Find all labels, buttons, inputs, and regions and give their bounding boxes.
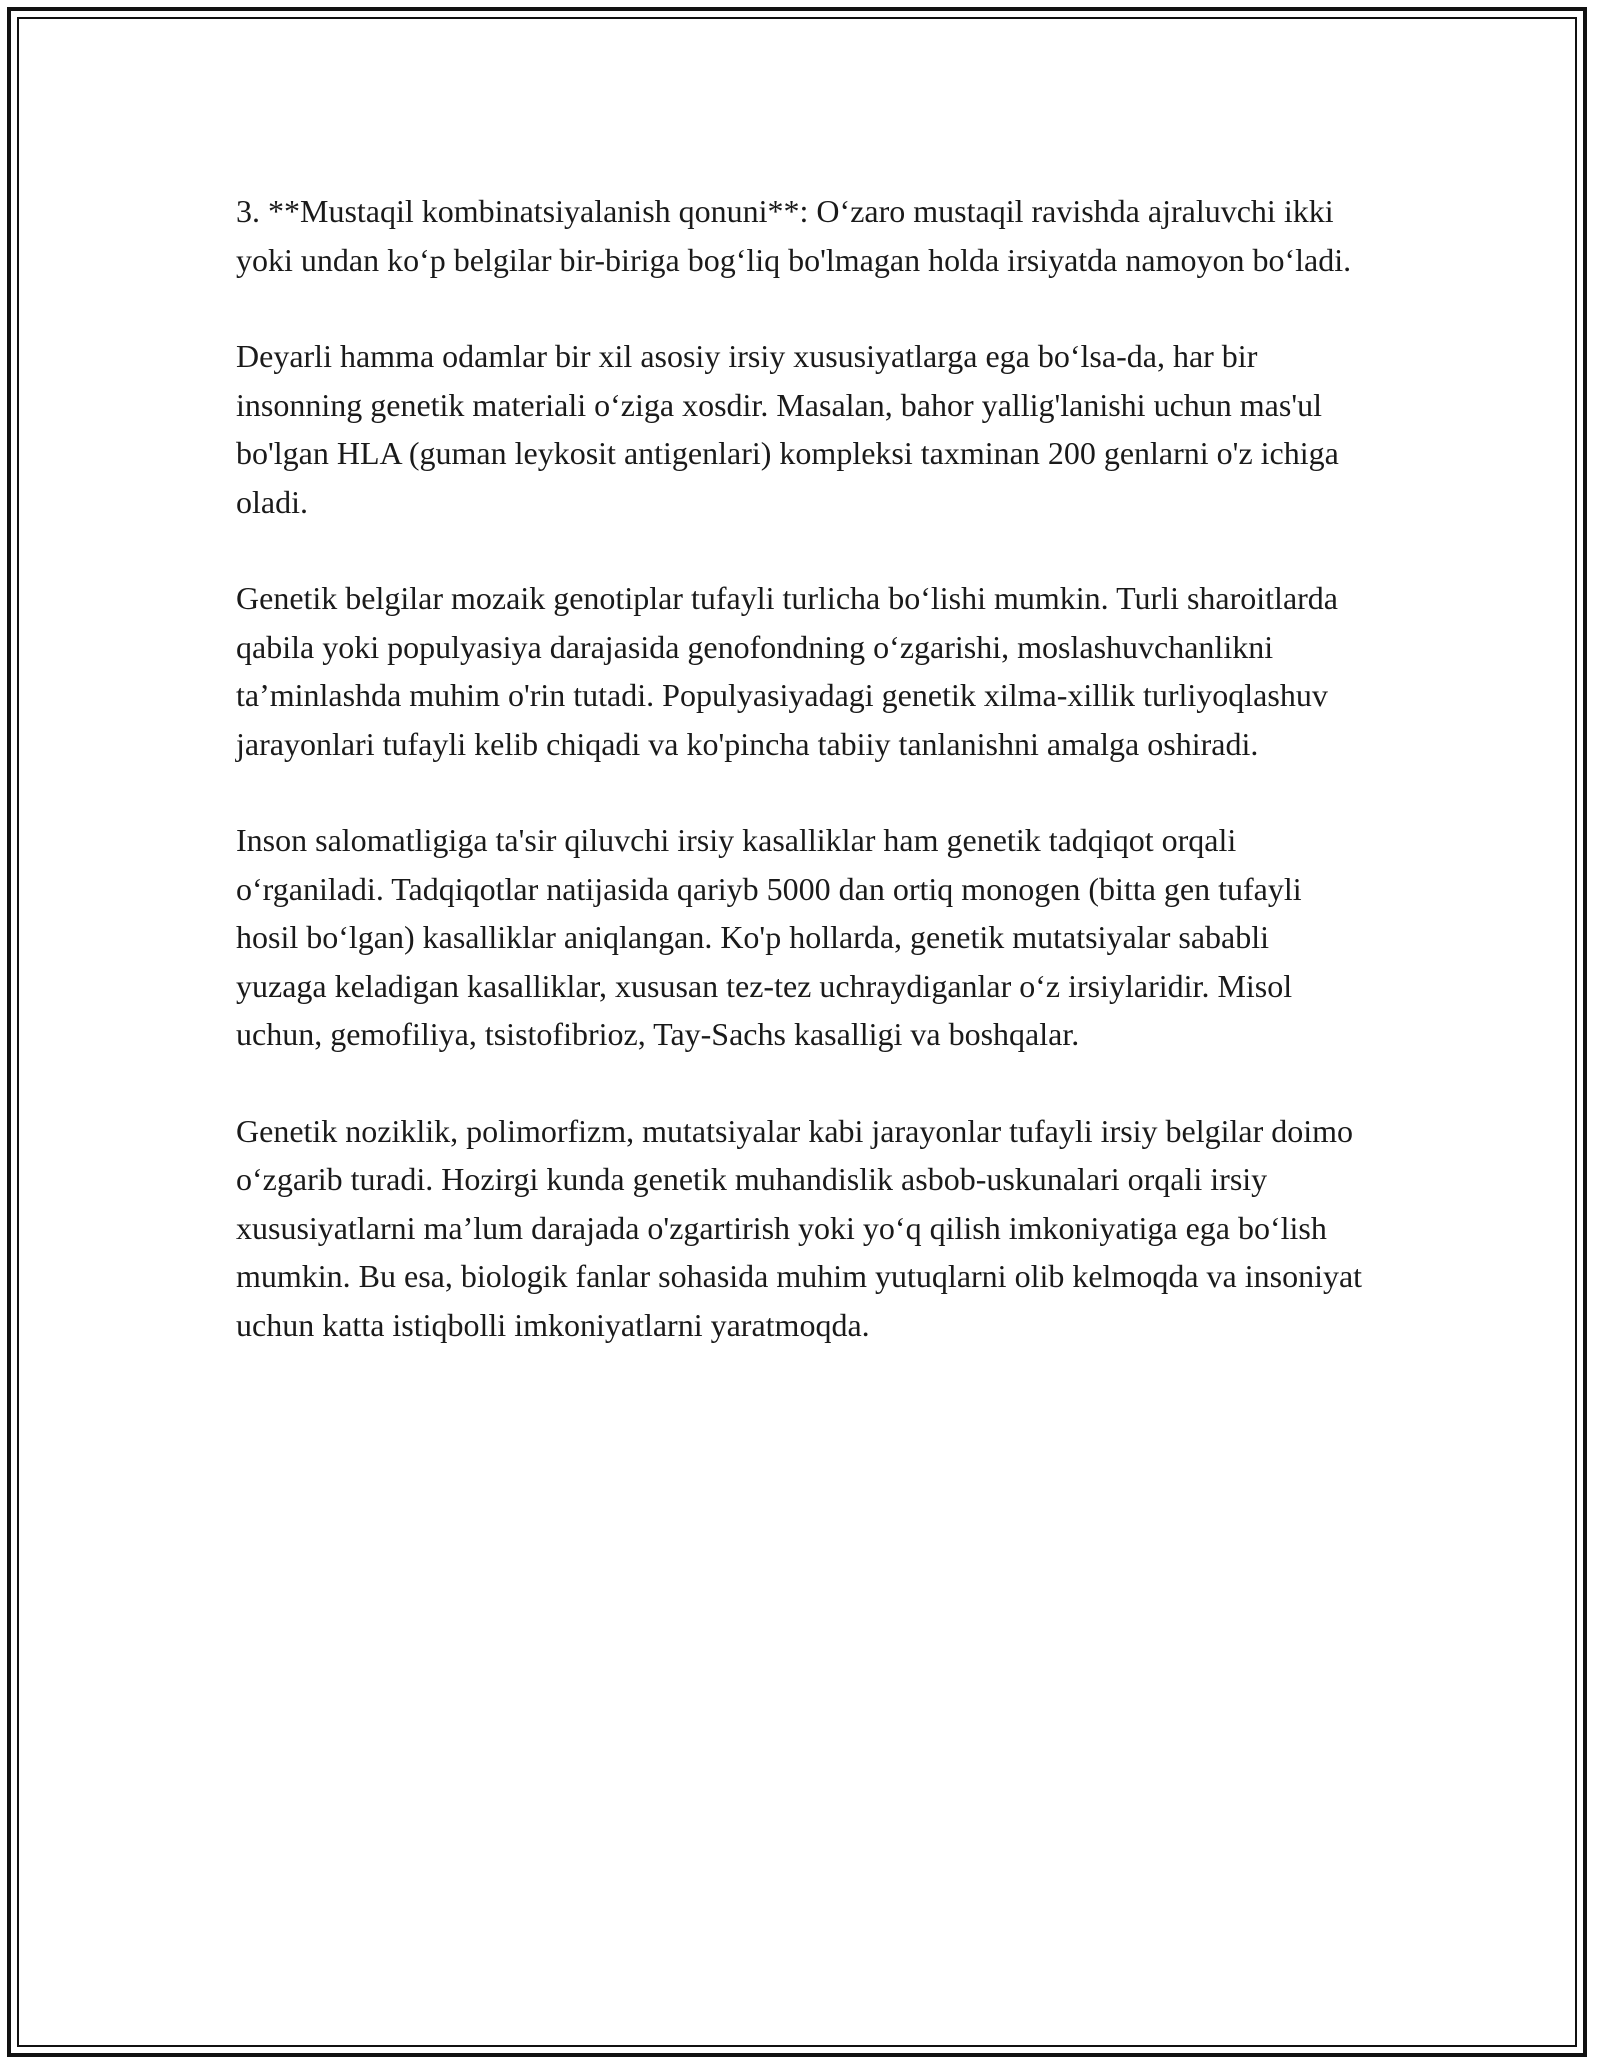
paragraph-independent-assortment-law: 3. **Mustaqil kombinatsiyalanish qonuni**: O‘zaro mustaqil ravishda ajraluvchi ikki yoki undan ko‘p belgilar bir-biriga bog‘liq bo'lmagan holda irsiyatda namoyon bo‘ladi. [236,193,1352,278]
paragraph-genetic-uniqueness: Deyarli hamma odamlar bir xil asosiy irsiy xususiyatlarga ega bo‘lsa-da, har bir insonning genetik materiali o‘ziga xosdir. Masalan, bahor yallig'lanishi uchun mas'ul bo'lgan HLA (guman leykosit antigenlari) kompleksi taxminan 200 genlarni o'z ichiga oladi. [236,338,1339,520]
paragraph-genetic-engineering: Genetik noziklik, polimorfizm, mutatsiyalar kabi jarayonlar tufayli irsiy belgilar doimo o‘zgarib turadi. Hozirgi kunda genetik muhandislik asbob-uskunalari orqali irsiy xususiyatlarni ma’lum darajada o'zgartirish yoki yo‘q qilish imkoniyatiga ega bo‘lish mumkin. Bu esa, biologik fanlar sohasida muhim yutuqlarni olib kelmoqda va insoniyat uchun katta istiqbolli imkoniyatlarni yaratmoqda. [236,1112,1363,1343]
paragraph-hereditary-diseases: Inson salomatligiga ta'sir qiluvchi irsiy kasalliklar ham genetik tadqiqot orqali o‘rganiladi. Tadqiqotlar natijasida qariyb 5000 dan ortiq monogen (bitta gen tufayli hosil bo‘lgan) kasalliklar aniqlangan. Ko'p hollarda, genetik mutatsiyalar sababli yuzaga keladigan kasalliklar, xususan tez-tez uchraydiganlar o‘z irsiylaridir. Misol uchun, gemofiliya, tsistofibrioz, Tay-Sachs kasalligi va boshqalar. [236,822,1302,1052]
document-body [236,187,1366,1397]
paragraph-genetic-diversity: Genetik belgilar mozaik genotiplar tufayli turlicha bo‘lishi mumkin. Turli sharoitlarda qabila yoki populyasiya darajasida genofondning o‘zgarishi, moslashuvchanlikni ta’minlashda muhim o'rin tutadi. Populyasiyadagi genetik xilma-xillik turliyoqlashuv jarayonlari tufayli kelib chiqadi va ko'pincha tabiiy tanlanishni amalga oshiradi. [236,580,1338,762]
